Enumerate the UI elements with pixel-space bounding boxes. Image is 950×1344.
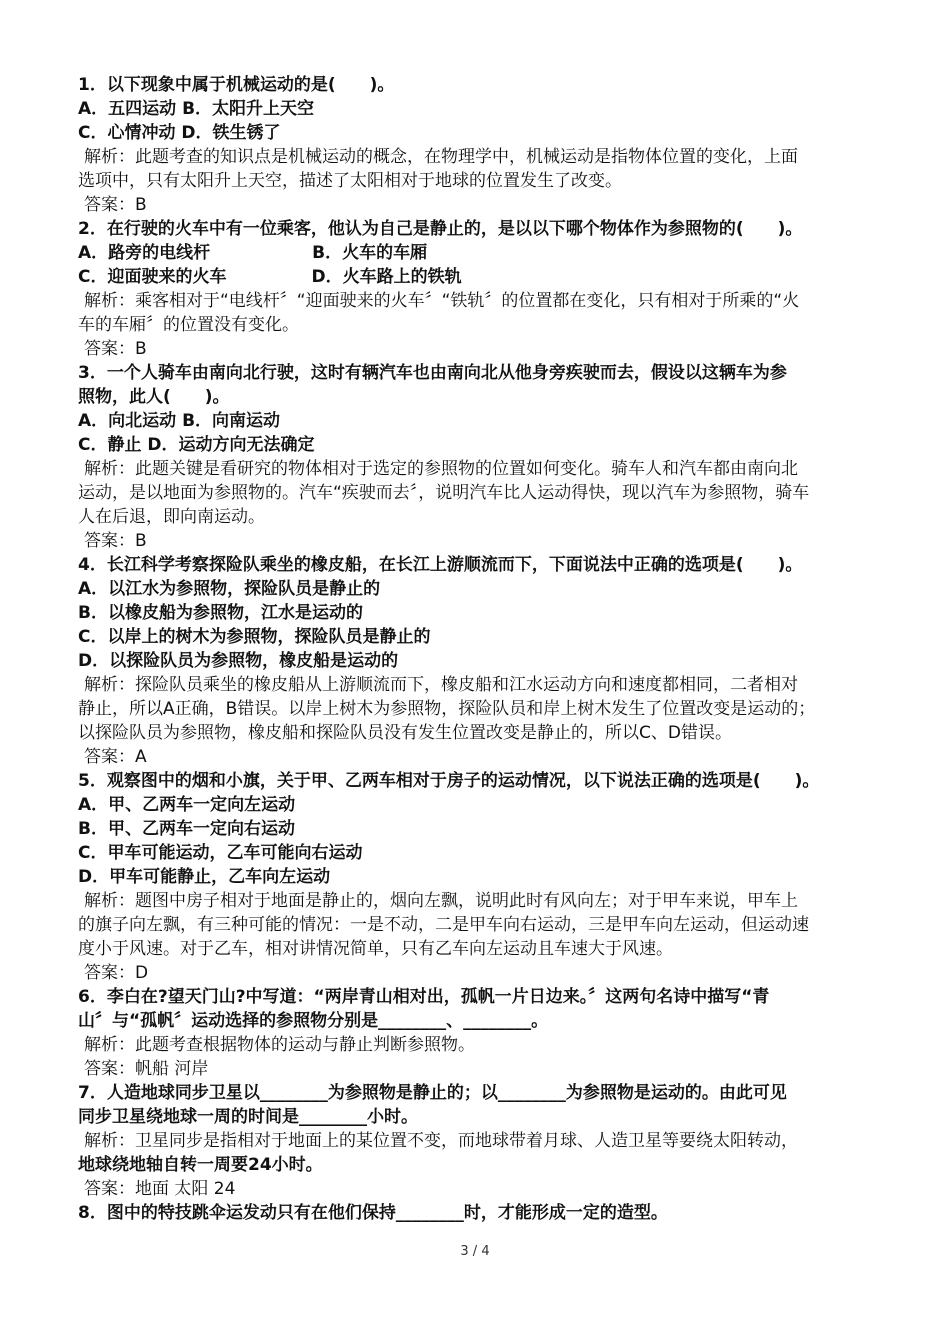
q6-answer: 答案：帆船 河岸 — [84, 1059, 209, 1079]
q2-options-cd: C．迎面驶来的火车 D．火车路上的铁轨 — [78, 267, 462, 287]
q3-stem: 照物，此人( )。 — [78, 387, 230, 407]
q5-answer: 答案：D — [84, 963, 149, 983]
q5-option-d: D．甲车可能静止，乙车向左运动 — [78, 867, 331, 887]
q5-stem: 5．观察图中的烟和小旗，关于甲、乙两车相对于房子的运动情况，以下说法正确的选项是( )。 — [78, 771, 820, 791]
q4-option-a: A．以江水为参照物，探险队员是静止的 — [78, 579, 381, 599]
q1-options-ab: A．五四运动 B．太阳升上天空 — [78, 99, 315, 119]
q1-answer: 答案：B — [84, 195, 147, 215]
q4-analysis: 静止，所以A正确，B错误。以岸上树木为参照物，探险队员和岸上树木发生了位置改变是运动的； — [78, 699, 816, 719]
q4-option-b: B．以橡皮船为参照物，江水是运动的 — [78, 603, 363, 623]
q2-answer: 答案：B — [84, 339, 147, 359]
q7-answer: 答案：地面 太阳 24 — [84, 1179, 236, 1199]
q4-option-d: D．以探险队员为参照物，橡皮船是运动的 — [78, 651, 399, 671]
q7-stem: 同步卫星绕地球一周的时间是________小时。 — [78, 1107, 418, 1127]
q7-stem: 7．人造地球同步卫星以________为参照物是静止的；以________为参照物是运动的。由此可见 — [78, 1083, 787, 1103]
page-number: 3 / 4 — [460, 1244, 490, 1259]
q7-analysis: 解析：卫星同步是指相对于地面上的某位置不变，而地球带着月球、人造卫星等要绕太阳转动， — [84, 1131, 798, 1151]
q1-analysis: 选项中，只有太阳升上天空，描述了太阳相对于地球的位置发生了改变。 — [78, 171, 622, 191]
q5-option-b: B．甲、乙两车一定向右运动 — [78, 819, 295, 839]
q7-analysis: 地球绕地轴自转一周要24小时。 — [78, 1155, 323, 1175]
q3-analysis: 人在后退，即向南运动。 — [78, 507, 265, 527]
q3-options-cd: C．静止 D．运动方向无法确定 — [78, 435, 315, 455]
q4-analysis: 以探险队员为参照物，橡皮船和探险队员没有发生位置改变是静止的，所以C、D错误。 — [78, 723, 732, 743]
q2-analysis: 解析：乘客相对于“电线杆〞“迎面驶来的火车〞“铁轨〞的位置都在变化，只有相对于所乘的“火 — [84, 291, 800, 311]
q4-option-c: C．以岸上的树木为参照物，探险队员是静止的 — [78, 627, 431, 647]
q4-stem: 4．长江科学考察探险队乘坐的橡皮船，在长江上游顺流而下，下面说法中正确的选项是( )。 — [78, 555, 803, 575]
q5-option-c: C．甲车可能运动，乙车可能向右运动 — [78, 843, 363, 863]
q2-analysis: 车的车厢〞的位置没有变化。 — [78, 315, 299, 335]
q6-stem: 山〞与“孤帆〞运动选择的参照物分别是________、________。 — [78, 1011, 549, 1031]
q3-analysis: 解析：此题关键是看研究的物体相对于选定的参照物的位置如何变化。骑车人和汽车都由南向北 — [84, 459, 798, 479]
q2-options-ab: A．路旁的电线杆 B．火车的车厢 — [78, 243, 428, 263]
q3-stem: 3．一个人骑车由南向北行驶，这时有辆汽车也由南向北从他身旁疾驶而去，假设以这辆车为参 — [78, 363, 787, 383]
q4-answer: 答案：A — [84, 747, 147, 767]
q3-answer: 答案：B — [84, 531, 147, 551]
q5-option-a: A．甲、乙两车一定向左运动 — [78, 795, 296, 815]
q5-analysis: 度小于风速。对于乙车，相对讲情况简单，只有乙车向左运动且车速大于风速。 — [78, 939, 673, 959]
q5-analysis: 的旗子向左飘，有三种可能的情况：一是不动，二是甲车向右运动，三是甲车向左运动，但运动速 — [78, 915, 809, 935]
q3-analysis: 运动，是以地面为参照物的。汽车“疾驶而去〞，说明汽车比人运动得快，现以汽车为参照物，骑车 — [78, 483, 810, 503]
q2-stem: 2．在行驶的火车中有一位乘客，他认为自己是静止的，是以以下哪个物体作为参照物的( )。 — [78, 219, 803, 239]
q3-options-ab: A．向北运动 B．向南运动 — [78, 411, 281, 431]
q1-stem: 1．以下现象中属于机械运动的是( )。 — [78, 75, 395, 95]
q1-options-cd: C．心情冲动 D．铁生锈了 — [78, 123, 281, 143]
q4-analysis: 解析：探险队员乘坐的橡皮船从上游顺流而下，橡皮船和江水运动方向和速度都相同，二者相对 — [84, 675, 798, 695]
q1-analysis: 解析：此题考查的知识点是机械运动的概念，在物理学中，机械运动是指物体位置的变化，上面 — [84, 147, 798, 167]
q8-stem: 8．图中的特技跳伞运发动只有在他们保持________时，才能形成一定的造型。 — [78, 1203, 668, 1223]
q6-stem: 6．李白在?望天门山?中写道：“两岸青山相对出，孤帆一片日边来。〞这两句名诗中描写“青 — [78, 987, 770, 1007]
q5-analysis: 解析：题图中房子相对于地面是静止的，烟向左飘，说明此时有风向左；对于甲车来说，甲车上 — [84, 891, 798, 911]
q6-analysis: 解析：此题考查根据物体的运动与静止判断参照物。 — [84, 1035, 475, 1055]
